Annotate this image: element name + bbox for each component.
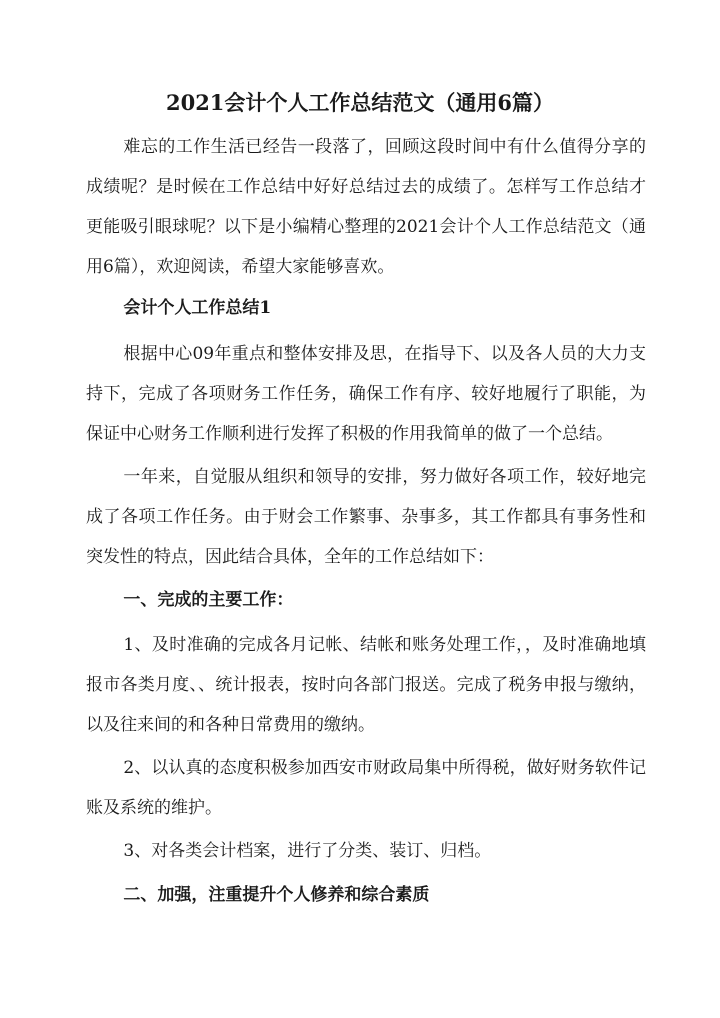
document-title: 2021会计个人工作总结范文（通用6篇）	[165, 90, 555, 115]
subheading-self-improvement: 二、加强，注重提升个人修养和综合素质	[123, 885, 430, 905]
intro-paragraph: 难忘的工作生活已经告一段落了，回顾这段时间中有什么值得分享的成绩呢？是时候在工作总结中好好总结过去的成绩了。怎样写工作总结才更能吸引眼球呢？以下是小编精心整理的2021会计个人工作总结范文（通用6篇），欢迎阅读，希望大家能够喜欢。	[86, 137, 646, 277]
body-paragraph-1: 根据中心09年重点和整体安排及思，在指导下、以及各人员的大力支持下，完成了各项财务工作任务，确保工作有序、较好地履行了职能，为保证中心财务工作顺利进行发挥了积极的作用我简单的做了一个总结。	[86, 344, 646, 444]
section-heading-1: 会计个人工作总结1	[123, 298, 272, 318]
list-item-2: 2、以认真的态度积极参加西安市财政局集中所得税，做好财务软件记账及系统的维护。	[86, 758, 646, 818]
list-item-3: 3、对各类会计档案，进行了分类、装订、归档。	[123, 841, 492, 861]
list-item-1: 1、及时准确的完成各月记帐、结帐和账务处理工作，，及时准确地填报市各类月度、、统计报表，按时向各部门报送。完成了税务申报与缴纳，以及往来间的和各种日常费用的缴纳。	[86, 635, 646, 735]
subheading-main-work: 一、完成的主要工作：	[123, 590, 294, 610]
body-paragraph-2: 一年来，自觉服从组织和领导的安排，努力做好各项工作，较好地完成了各项工作任务。由于财会工作繁事、杂事多，其工作都具有事务性和突发性的特点，因此结合具体，全年的工作总结如下：	[86, 467, 646, 567]
